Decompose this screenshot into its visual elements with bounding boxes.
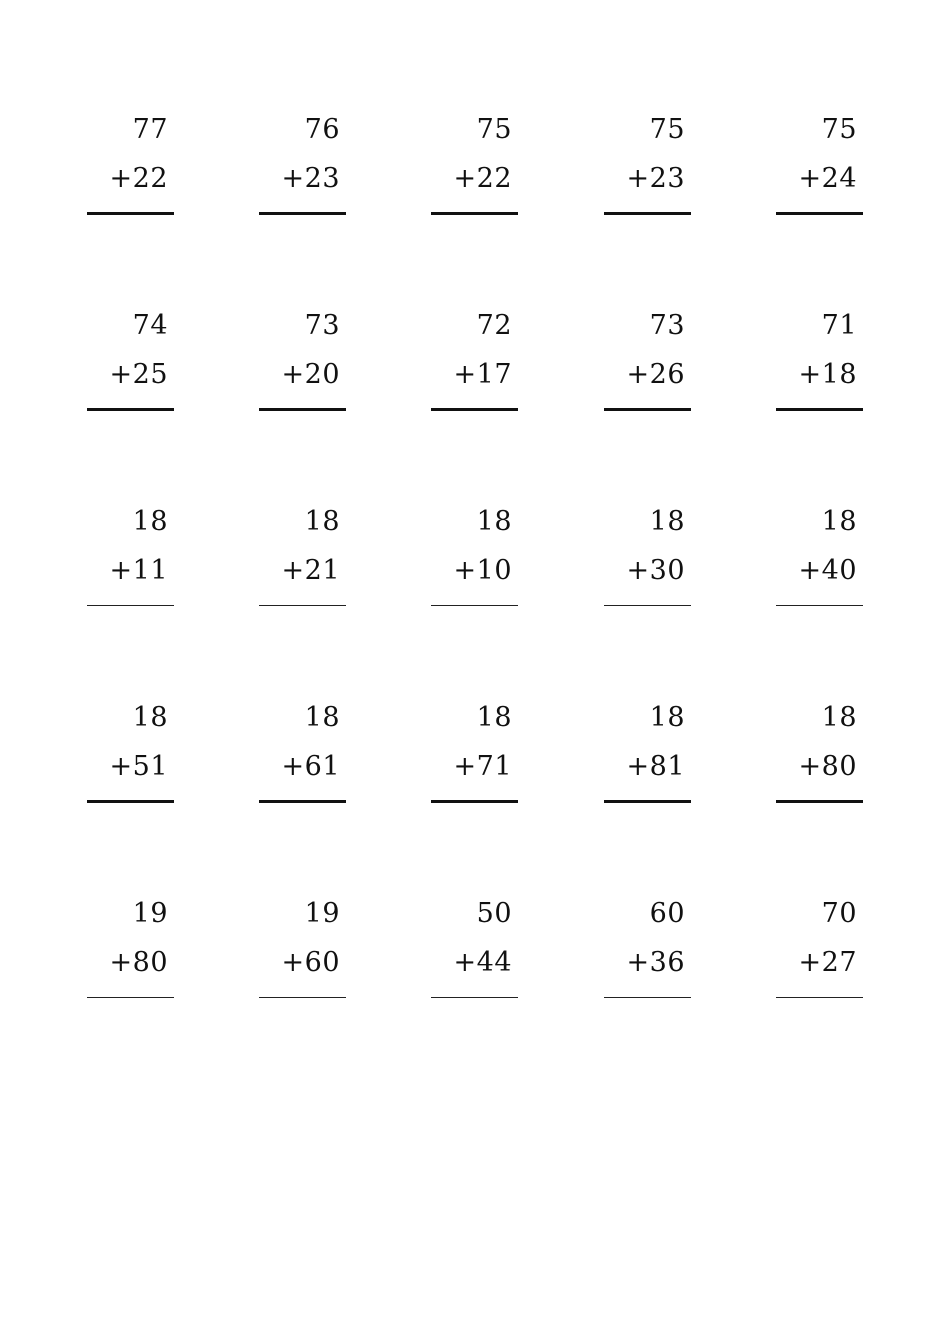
addend-bottom: +80 (798, 751, 857, 782)
problem (776, 703, 863, 813)
addend-bottom: +18 (798, 359, 857, 390)
answer-line (431, 408, 518, 411)
addend-bottom: +20 (281, 359, 340, 390)
addend-top: 18 (132, 506, 168, 537)
addend-bottom: +23 (281, 163, 340, 194)
problem (259, 703, 346, 813)
problem (604, 115, 691, 225)
addend-top: 18 (821, 702, 857, 733)
problem (431, 899, 518, 1009)
addend-bottom: +40 (798, 555, 857, 586)
addend-bottom: +10 (453, 555, 512, 586)
addend-top: 75 (476, 114, 512, 145)
addend-bottom: +51 (109, 751, 168, 782)
problem (431, 115, 518, 225)
addend-top: 18 (476, 702, 512, 733)
problem (87, 311, 174, 421)
problem (87, 899, 174, 1009)
addend-bottom: +22 (453, 163, 512, 194)
problem (776, 311, 863, 421)
problem (431, 311, 518, 421)
problem-row-4 (0, 703, 950, 823)
addend-bottom: +25 (109, 359, 168, 390)
answer-line (259, 605, 346, 607)
answer-line (776, 408, 863, 411)
addend-bottom: +23 (626, 163, 685, 194)
addend-bottom: +26 (626, 359, 685, 390)
addend-bottom: +21 (281, 555, 340, 586)
addend-top: 73 (304, 310, 340, 341)
problem (431, 703, 518, 813)
addend-bottom: +27 (798, 947, 857, 978)
answer-line (87, 605, 174, 607)
addend-bottom: +22 (109, 163, 168, 194)
addend-top: 19 (132, 898, 168, 929)
answer-line (87, 212, 174, 215)
answer-line (87, 800, 174, 803)
answer-line (776, 605, 863, 607)
answer-line (259, 997, 346, 999)
addend-top: 70 (821, 898, 857, 929)
addend-top: 77 (132, 114, 168, 145)
answer-line (776, 212, 863, 215)
addend-bottom: +71 (453, 751, 512, 782)
problem (87, 115, 174, 225)
answer-line (604, 800, 691, 803)
addend-top: 18 (821, 506, 857, 537)
problem-row-5 (0, 899, 950, 1019)
addend-top: 72 (476, 310, 512, 341)
answer-line (259, 800, 346, 803)
addend-bottom: +36 (626, 947, 685, 978)
answer-line (87, 408, 174, 411)
answer-line (604, 997, 691, 999)
answer-line (431, 997, 518, 999)
addend-top: 71 (821, 310, 857, 341)
problem (776, 115, 863, 225)
addend-top: 75 (649, 114, 685, 145)
answer-line (431, 800, 518, 803)
addend-top: 73 (649, 310, 685, 341)
addend-bottom: +44 (453, 947, 512, 978)
problem (604, 311, 691, 421)
problem (259, 311, 346, 421)
problem-row-1 (0, 115, 950, 235)
problem (604, 507, 691, 617)
addend-top: 18 (304, 702, 340, 733)
answer-line (259, 212, 346, 215)
addend-bottom: +80 (109, 947, 168, 978)
problem (259, 507, 346, 617)
problem (259, 899, 346, 1009)
answer-line (776, 997, 863, 999)
problem-row-3 (0, 507, 950, 627)
addend-top: 50 (476, 898, 512, 929)
problem (259, 115, 346, 225)
answer-line (259, 408, 346, 411)
problem (604, 899, 691, 1009)
problem (776, 507, 863, 617)
addend-top: 18 (476, 506, 512, 537)
addend-top: 74 (132, 310, 168, 341)
problem (87, 507, 174, 617)
addend-top: 60 (649, 898, 685, 929)
addend-top: 75 (821, 114, 857, 145)
addend-bottom: +60 (281, 947, 340, 978)
answer-line (87, 997, 174, 999)
problem (604, 703, 691, 813)
answer-line (604, 408, 691, 411)
problem (431, 507, 518, 617)
answer-line (604, 605, 691, 607)
addend-top: 18 (132, 702, 168, 733)
addend-bottom: +11 (109, 555, 168, 586)
addend-top: 76 (304, 114, 340, 145)
addend-bottom: +81 (626, 751, 685, 782)
answer-line (431, 605, 518, 607)
answer-line (604, 212, 691, 215)
addend-bottom: +24 (798, 163, 857, 194)
addend-bottom: +17 (453, 359, 512, 390)
addend-bottom: +30 (626, 555, 685, 586)
answer-line (431, 212, 518, 215)
answer-line (776, 800, 863, 803)
addend-top: 18 (649, 506, 685, 537)
addend-top: 18 (649, 702, 685, 733)
addend-top: 19 (304, 898, 340, 929)
problem-row-2 (0, 311, 950, 431)
addend-bottom: +61 (281, 751, 340, 782)
problem (776, 899, 863, 1009)
problem (87, 703, 174, 813)
addend-top: 18 (304, 506, 340, 537)
